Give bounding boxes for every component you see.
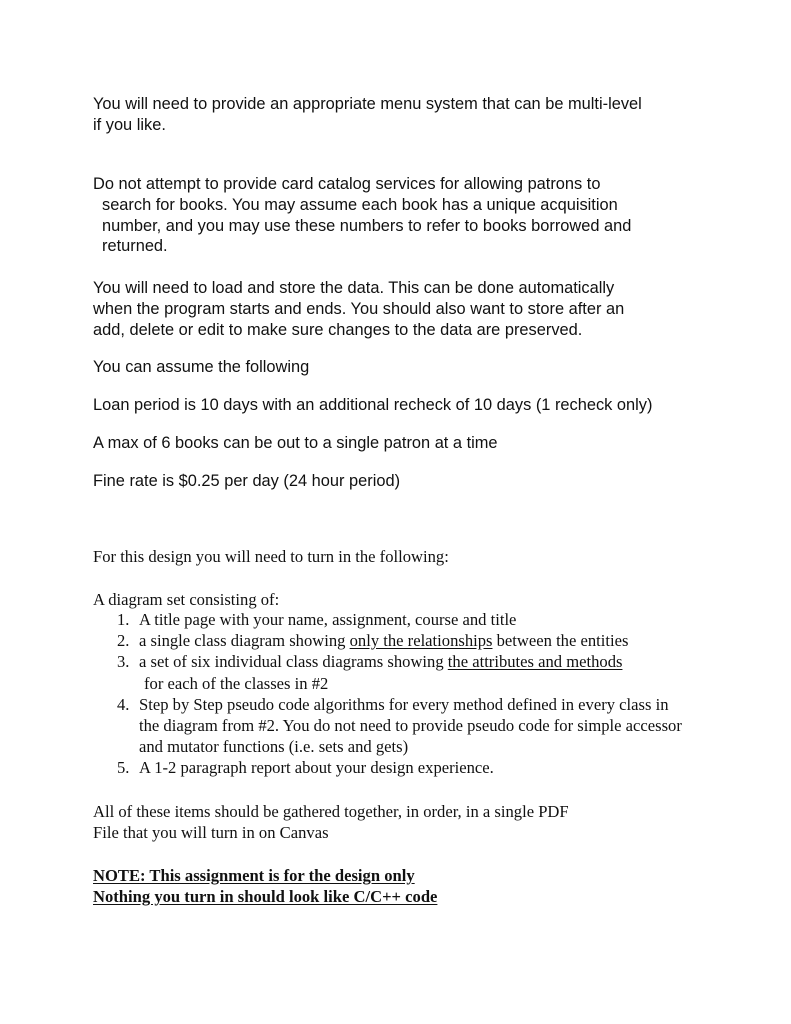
diagram-set-intro: A diagram set consisting of: [93, 590, 280, 609]
load-store-paragraph [93, 278, 624, 340]
menu-paragraph [93, 94, 642, 136]
list-number: 3. [117, 652, 130, 672]
list-item [93, 651, 682, 693]
list-item [93, 630, 682, 651]
menu-line-2: if you like. [93, 115, 166, 134]
underlined-text: only the relationships [349, 631, 493, 651]
list-text-continued: the diagram from #2. You do not need to provide pseudo code for simple accessor [139, 716, 682, 736]
list-text: a set of six individual class diagrams showing [139, 652, 448, 672]
fine-rate: Fine rate is $0.25 per day (24 hour period) [93, 472, 401, 490]
list-item [93, 757, 682, 778]
note-line-2: Nothing you turn in should look like C/C++ code [93, 887, 438, 907]
note-paragraph [93, 865, 437, 907]
gather-line-2: File that you will turn in on Canvas [93, 823, 329, 843]
note-line-1: NOTE: This assignment is for the design only [93, 866, 415, 885]
gather-line-1: All of these items should be gathered together, in order, in a single PDF [93, 802, 569, 821]
load-line-2: when the program starts and ends. You should also want to store after an [93, 299, 625, 318]
load-line-1: You will need to load and store the data. This can be done automatically [93, 279, 615, 297]
list-text: a single class diagram showing [139, 631, 350, 651]
menu-line-1: You will need to provide an appropriate menu system that can be multi-level [93, 95, 642, 113]
loan-period: Loan period is 10 days with an additional recheck of 10 days (1 recheck only) [93, 396, 653, 414]
list-text: between the entities [492, 631, 629, 651]
catalog-line-4: returned. [102, 237, 168, 256]
list-item [93, 609, 682, 630]
catalog-paragraph [93, 174, 631, 257]
catalog-line-2: search for books. You may assume each book has a unique acquisition [102, 195, 618, 214]
catalog-line-3: number, and you may use these numbers to refer to books borrowed and [102, 216, 632, 235]
catalog-line-1: Do not attempt to provide card catalog services for allowing patrons to [93, 175, 601, 193]
deliverables-list [93, 609, 682, 779]
list-text: A title page with your name, assignment, course and title [139, 610, 517, 629]
list-number: 5. [117, 758, 130, 778]
list-text: Step by Step pseudo code algorithms for every method defined in every class in [139, 694, 669, 714]
list-text: A 1-2 paragraph report about your design experience. [139, 758, 494, 778]
gather-paragraph [93, 801, 569, 843]
list-item [93, 694, 682, 758]
turn-in-intro: For this design you will need to turn in the following: [93, 547, 449, 566]
list-text-continued: and mutator functions (i.e. sets and gets) [139, 737, 409, 757]
list-text-continued: for each of the classes in #2 [144, 673, 329, 693]
assume-intro: You can assume the following [93, 358, 310, 376]
list-number: 1. [117, 610, 130, 629]
underlined-text: the attributes and methods [447, 652, 623, 672]
max-books: A max of 6 books can be out to a single patron at a time [93, 434, 498, 452]
list-number: 4. [117, 694, 130, 714]
load-line-3: add, delete or edit to make sure changes to the data are preserved. [93, 320, 583, 339]
list-number: 2. [117, 631, 130, 651]
